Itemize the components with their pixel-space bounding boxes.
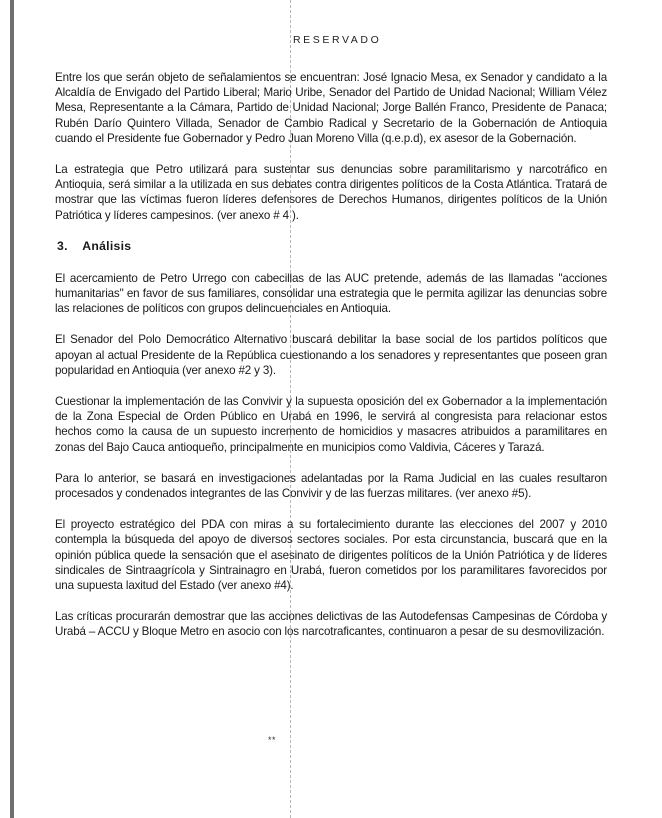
classification-header: RESERVADO — [293, 34, 382, 46]
paragraph-analysis-2: El Senador del Polo Democrático Alternativo buscará debilitar la base social de los partidos políticos que apoyan al actual Presidente de la República cuestionando a los senadores y representantes que poseen gran popularidad en Antioquia (ver anexo #2 y 3). — [55, 333, 607, 377]
section-number: 3. — [57, 238, 68, 253]
paragraph-analysis-6: Las críticas procurarán demostrar que las acciones delictivas de las Autodefensas Campesinas de Córdoba y Urabá – ACCU y Bloque Metro en asocio con los narcotraficantes, continuaron a pesar de su desmovilización. — [55, 610, 607, 639]
paragraph-strategy: La estrategia que Petro utilizará para sustentar sus denuncias sobre paramilitarismo y narcotráfico en Antioquia, será similar a la utilizada en sus debates contra dirigentes políticos de la Costa Atlántica. Tratará de mostrar que las víctimas fueron líderes defensores de Derechos Humanos, dirigentes políticos de la Unión Patriótica y líderes campesinos. (ver anexo # 4 ). — [55, 163, 607, 222]
section-title: Análisis — [82, 238, 132, 253]
paragraph-analysis-4: Para lo anterior, se basará en investigaciones adelantadas por la Rama Judicial en las cuales resultaron procesados y condenados integrantes de las Convivir y de las fuerzas militares. (ver anexo #5). — [55, 471, 607, 501]
document-body — [55, 70, 607, 656]
section-heading — [57, 239, 607, 253]
footer-asterisks: ** — [268, 735, 277, 745]
paragraph-analysis-1: El acercamiento de Petro Urrego con cabecillas de las AUC pretende, además de las llamadas "acciones humanitarias" en favor de sus familiares, consolidar una estrategia que le permita agilizar las denuncias sobre las relaciones de políticos con grupos delincuenciales en Antioquia. — [55, 271, 607, 316]
paragraph-analysis-5: El proyecto estratégico del PDA con miras a su fortalecimiento durante las elecciones del 2007 y 2010 contempla la búsqueda del apoyo de diversos sectores sociales. Por esta circunstancia, buscará que en la opinión pública quede la sensación que el asesinato de dirigentes políticos de la Unión Patriótica y de líderes sindicales de Sintraagrícola y Sintrainagro en Urabá, fueron cometidos por los paramilitares favorecidos por una supuesta laxitud del Estado (ver anexo #4). — [55, 518, 607, 593]
paragraph-targets: Entre los que serán objeto de señalamientos se encuentran: José Ignacio Mesa, ex Senador y candidato a la Alcaldía de Envigado del Partido Liberal; Mario Uribe, Senador del Partido de Unidad Nacional; William Vélez Mesa, Representante a la Cámara, Partido de Unidad Nacional; Jorge Ballén Franco, Presidente de Panaca; Rubén Darío Quintero Villada, Senador de Cambio Radical y Secretario de la Gobernación de Antioquia cuando el Presidente fue Gobernador y Pedro Juan Moreno Villa (q.e.p.d), ex asesor de la Gobernación. — [55, 71, 607, 145]
scan-edge-border — [10, 0, 14, 818]
paragraph-analysis-3: Cuestionar la implementación de las Convivir y la supuesta oposición del ex Gobernador a la implementación de la Zona Especial de Orden Público en Urabá en 1996, le servirá al congresista para relacionar estos hechos como la causa de un supuesto incremento de homicidios y masacres atribuidos a paramilitares en zonas del Bajo Cauca antioqueño, principalmente en municipios como Valdivia, Cáceres y Tarazá. — [55, 395, 607, 454]
